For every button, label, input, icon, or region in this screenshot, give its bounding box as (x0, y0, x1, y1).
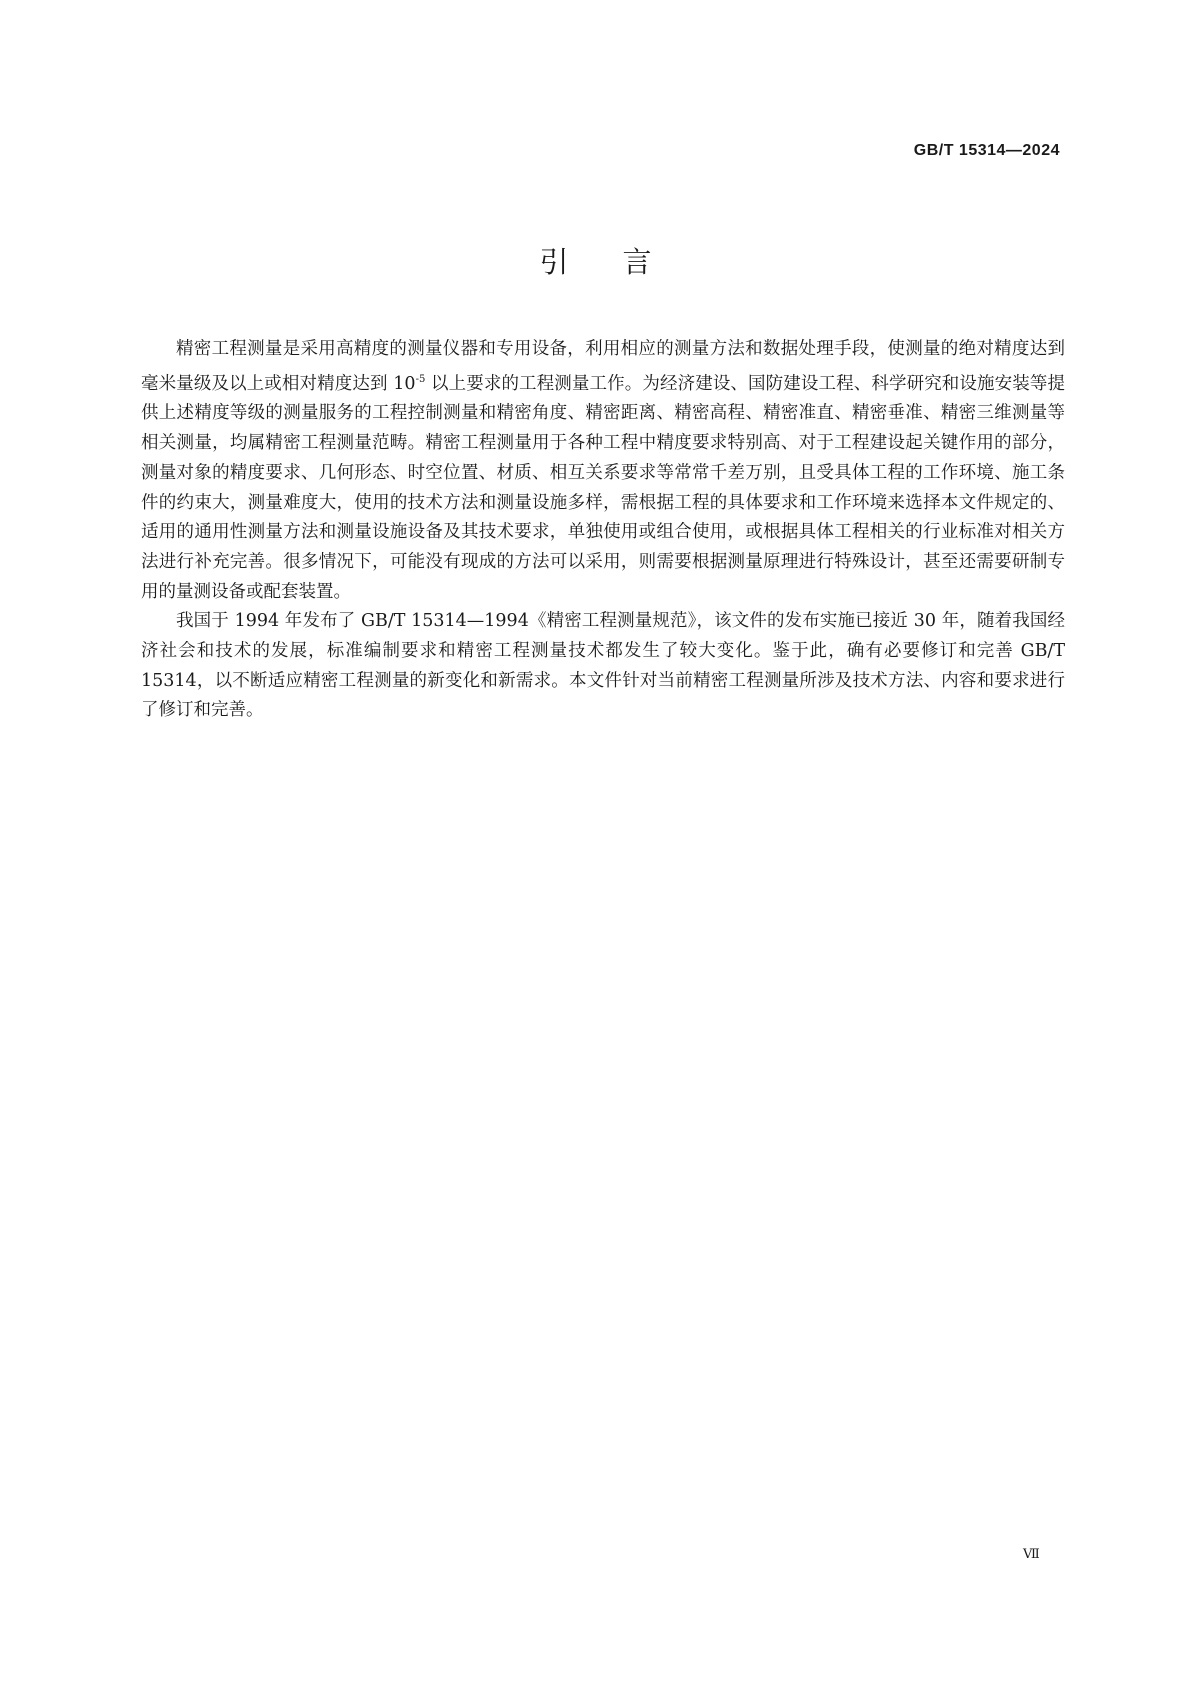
standard-code: GB/T 15314—2024 (913, 142, 1060, 159)
paragraph-1-text-a: 精密工程测量是采用高精度的测量仪器和专用设备，利用相应的测量方法和数据处理手段，使测量的绝对精度达到毫米量级及以上或相对精度达到 10 (141, 339, 1065, 394)
body-text (141, 335, 1065, 726)
page-number: Ⅶ (1023, 1546, 1040, 1561)
superscript-exponent: -5 (415, 373, 426, 385)
paragraph-1-text-b: 以上要求的工程测量工作。为经济建设、国防建设工程、科学研究和设施安装等提供上述精度等级的测量服务的工程控制测量和精密角度、精密距离、精密高程、精密准直、精密垂准、精密三维测量等相关测量，均属精密工程测量范畴。精密工程测量用于各种工程中精度要求特别高、对于工程建设起关键作用的部分，测量对象的精度要求、几何形态、时空位置、材质、相互关系要求等常常千差万别，且受具体工程的工作环境、施工条件的约束大，测量难度大，使用的技术方法和测量设施多样，需根据工程的具体要求和工作环境来选择本文件规定的、适用的通用性测量方法和测量设施设备及其技术要求，单独使用或组合使用，或根据具体工程相关的行业标准对相关方法进行补充完善。很多情况下，可能没有现成的方法可以采用，则需要根据测量原理进行特殊设计，甚至还需要研制专用的量测设备或配套装置。 (141, 373, 1065, 602)
paragraph-2: 我国于 1994 年发布了 GB/T 15314—1994《精密工程测量规范》，该文件的发布实施已接近 30 年，随着我国经济社会和技术的发展，标准编制要求和精密工程测量技术都发生了较大变化。鉴于此，确有必要修订和完善 GB/T 15314，以不断适应精密工程测量的新变化和新需求。本文件针对当前精密工程测量所涉及技术方法、内容和要求进行了修订和完善。 (141, 611, 1065, 721)
page-title: 引言 (539, 245, 706, 279)
paragraph-1 (141, 335, 1065, 607)
